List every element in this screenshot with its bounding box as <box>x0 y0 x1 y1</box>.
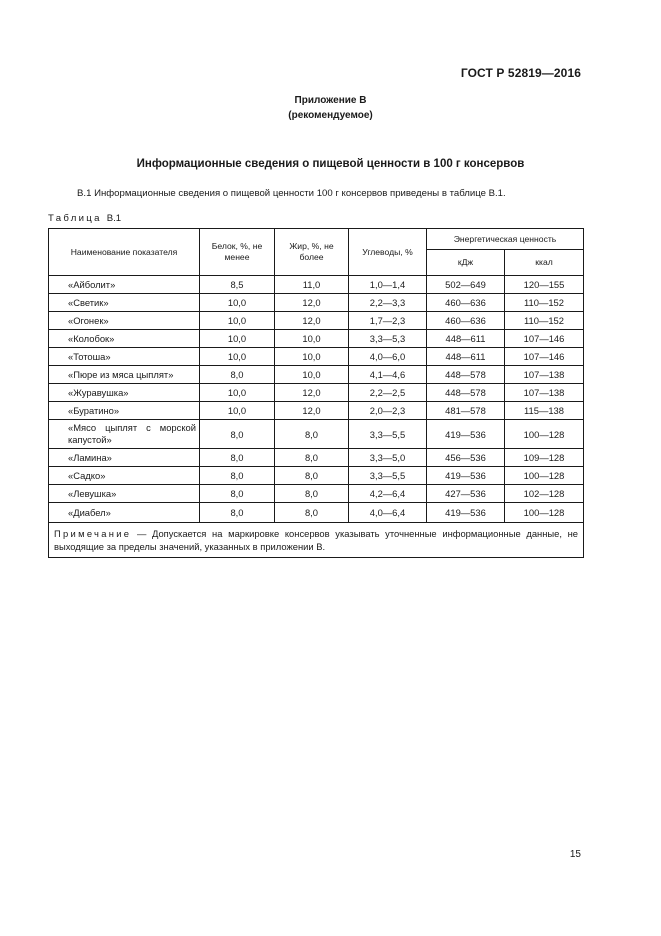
cell-name: «Садко» <box>49 467 200 485</box>
cell-fat: 8,0 <box>275 503 349 523</box>
table-row <box>49 312 584 330</box>
cell-name: «Огонек» <box>49 312 200 330</box>
cell-protein: 8,0 <box>200 420 275 449</box>
cell-protein: 8,0 <box>200 449 275 467</box>
header-energy: Энергетическая ценность <box>427 229 584 250</box>
header-carbs: Углеводы, % <box>349 229 427 276</box>
cell-name: «Журавушка» <box>49 384 200 402</box>
cell-name: «Мясо цыплят с морской капустой» <box>49 420 200 449</box>
document-code: ГОСТ Р 52819—2016 <box>460 66 581 80</box>
cell-kcal: 120—155 <box>505 276 584 294</box>
cell-carbs: 3,3—5,5 <box>349 467 427 485</box>
cell-carbs: 4,2—6,4 <box>349 485 427 503</box>
cell-fat: 8,0 <box>275 485 349 503</box>
cell-name: «Тотоша» <box>49 348 200 366</box>
intro-paragraph: В.1 Информационные сведения о пищевой ценности 100 г консервов приведены в таблице В.1. <box>77 188 506 199</box>
cell-protein: 8,5 <box>200 276 275 294</box>
cell-carbs: 2,0—2,3 <box>349 402 427 420</box>
cell-fat: 11,0 <box>275 276 349 294</box>
table-row <box>49 384 584 402</box>
table-row <box>49 420 584 449</box>
cell-kj: 448—611 <box>427 348 505 366</box>
cell-carbs: 4,0—6,0 <box>349 348 427 366</box>
nutrition-table <box>48 228 584 558</box>
page-number: 15 <box>569 849 581 860</box>
cell-fat: 8,0 <box>275 420 349 449</box>
cell-name: «Ламина» <box>49 449 200 467</box>
cell-kj: 419—536 <box>427 420 505 449</box>
cell-kcal: 102—128 <box>505 485 584 503</box>
cell-fat: 8,0 <box>275 449 349 467</box>
cell-name: «Светик» <box>49 294 200 312</box>
cell-kj: 419—536 <box>427 503 505 523</box>
cell-protein: 10,0 <box>200 348 275 366</box>
appendix-status: (рекомендуемое) <box>288 110 373 121</box>
cell-fat: 10,0 <box>275 366 349 384</box>
table-row <box>49 366 584 384</box>
table-body <box>49 276 584 523</box>
cell-kj: 448—578 <box>427 366 505 384</box>
cell-carbs: 2,2—2,5 <box>349 384 427 402</box>
table-row <box>49 330 584 348</box>
cell-kj: 427—536 <box>427 485 505 503</box>
cell-protein: 10,0 <box>200 330 275 348</box>
cell-name: «Диабел» <box>49 503 200 523</box>
header-kj: кДж <box>427 250 505 276</box>
cell-fat: 12,0 <box>275 294 349 312</box>
cell-kcal: 107—146 <box>505 348 584 366</box>
cell-kj: 460—636 <box>427 294 505 312</box>
cell-name: «Пюре из мяса цыплят» <box>49 366 200 384</box>
cell-protein: 10,0 <box>200 312 275 330</box>
cell-name: «Айболит» <box>49 276 200 294</box>
cell-carbs: 3,3—5,5 <box>349 420 427 449</box>
appendix-title: Приложение В <box>294 95 367 106</box>
cell-protein: 8,0 <box>200 467 275 485</box>
table-row <box>49 402 584 420</box>
cell-protein: 8,0 <box>200 485 275 503</box>
cell-kcal: 107—138 <box>505 384 584 402</box>
cell-protein: 10,0 <box>200 384 275 402</box>
cell-carbs: 4,1—4,6 <box>349 366 427 384</box>
table-row <box>49 503 584 523</box>
cell-carbs: 3,3—5,0 <box>349 449 427 467</box>
cell-kj: 456—536 <box>427 449 505 467</box>
cell-kj: 419—536 <box>427 467 505 485</box>
cell-kcal: 107—146 <box>505 330 584 348</box>
table-caption-word: Таблица <box>48 213 102 224</box>
header-fat: Жир, %, не более <box>275 229 349 276</box>
table-row <box>49 449 584 467</box>
cell-kcal: 110—152 <box>505 294 584 312</box>
cell-fat: 12,0 <box>275 384 349 402</box>
header-name: Наименование показателя <box>49 229 200 276</box>
header-kcal: ккал <box>505 250 584 276</box>
cell-name: «Колобок» <box>49 330 200 348</box>
cell-kcal: 109—128 <box>505 449 584 467</box>
cell-kj: 502—649 <box>427 276 505 294</box>
cell-fat: 12,0 <box>275 402 349 420</box>
cell-carbs: 4,0—6,4 <box>349 503 427 523</box>
cell-kcal: 100—128 <box>505 503 584 523</box>
note-text: — Допускается на маркировке консервов указывать уточненные информационные данные, не выходящие за пределы значений, указанных в приложении В. <box>54 528 579 552</box>
table-row <box>49 485 584 503</box>
table-row <box>49 348 584 366</box>
section-heading: Информационные сведения о пищевой ценности в 100 г консервов <box>136 158 525 170</box>
cell-kj: 448—578 <box>427 384 505 402</box>
cell-kcal: 115—138 <box>505 402 584 420</box>
cell-name: «Буратино» <box>49 402 200 420</box>
cell-fat: 12,0 <box>275 312 349 330</box>
cell-name: «Левушка» <box>49 485 200 503</box>
cell-kcal: 100—128 <box>505 467 584 485</box>
table-caption-number: В.1 <box>106 213 122 224</box>
cell-kj: 448—611 <box>427 330 505 348</box>
cell-kcal: 107—138 <box>505 366 584 384</box>
table-row <box>49 294 584 312</box>
cell-protein: 8,0 <box>200 366 275 384</box>
cell-kcal: 110—152 <box>505 312 584 330</box>
cell-protein: 10,0 <box>200 294 275 312</box>
cell-carbs: 2,2—3,3 <box>349 294 427 312</box>
cell-kj: 481—578 <box>427 402 505 420</box>
cell-carbs: 3,3—5,3 <box>349 330 427 348</box>
cell-protein: 10,0 <box>200 402 275 420</box>
cell-kcal: 100—128 <box>505 420 584 449</box>
cell-protein: 8,0 <box>200 503 275 523</box>
table-caption <box>48 213 121 224</box>
cell-fat: 10,0 <box>275 348 349 366</box>
table-row <box>49 467 584 485</box>
header-protein: Белок, %, не менее <box>200 229 275 276</box>
table-row <box>49 276 584 294</box>
table-note <box>49 523 584 558</box>
cell-fat: 8,0 <box>275 467 349 485</box>
cell-fat: 10,0 <box>275 330 349 348</box>
cell-carbs: 1,7—2,3 <box>349 312 427 330</box>
cell-kj: 460—636 <box>427 312 505 330</box>
cell-carbs: 1,0—1,4 <box>349 276 427 294</box>
note-label: Примечание <box>54 528 132 539</box>
